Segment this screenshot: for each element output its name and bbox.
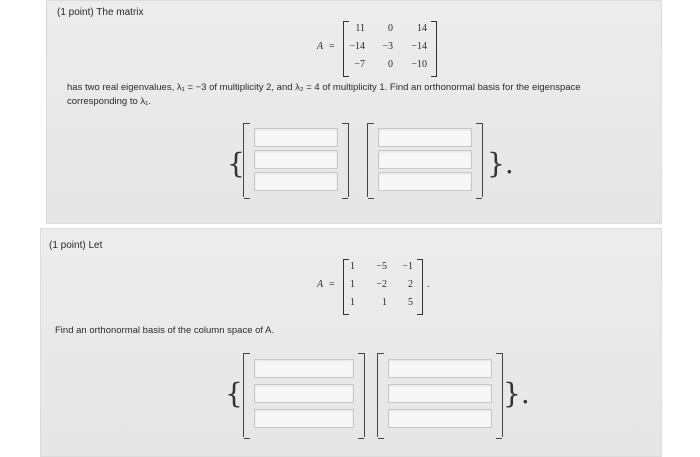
open-brace: { bbox=[225, 377, 243, 410]
matrix-cell: −7 bbox=[354, 59, 365, 70]
matrix-cell: 5 bbox=[408, 297, 413, 308]
answer-vector-1 bbox=[243, 353, 365, 437]
open-brace: { bbox=[227, 147, 245, 180]
matrix-a-1 bbox=[317, 21, 447, 77]
right-bracket bbox=[417, 259, 423, 315]
answer-field[interactable] bbox=[254, 359, 354, 378]
matrix-cell: 2 bbox=[408, 279, 413, 290]
answer-field[interactable] bbox=[254, 150, 338, 169]
matrix-cell: −5 bbox=[376, 261, 387, 272]
matrix-cell: 0 bbox=[388, 59, 393, 70]
answer-vector-2 bbox=[377, 353, 503, 437]
matrix-name: A bbox=[317, 41, 324, 52]
matrix-cell: −2 bbox=[376, 279, 387, 290]
matrix-cell: 11 bbox=[355, 23, 365, 34]
problem-1-header: (1 point) The matrix bbox=[57, 7, 144, 18]
matrix-cell: 14 bbox=[417, 23, 427, 34]
answer-field[interactable] bbox=[388, 359, 492, 378]
problem-2-panel bbox=[40, 228, 662, 457]
answer-field[interactable] bbox=[378, 150, 472, 169]
problem-1-statement: has two real eigenvalues, λ₁ = −3 of multiplicity 2, and λ₂ = 4 of multiplicity 1. Find an orthonormal basis for the eigenspace bbox=[67, 82, 581, 93]
problem-2-statement: Find an orthonormal basis of the column space of A. bbox=[55, 325, 275, 336]
answer-field[interactable] bbox=[254, 384, 354, 403]
equals-sign: = bbox=[329, 41, 335, 52]
matrix-cell: 1 bbox=[382, 297, 387, 308]
period: . bbox=[427, 279, 430, 290]
answer-vector-2 bbox=[367, 123, 483, 197]
equals-sign: = bbox=[329, 279, 335, 290]
matrix-cell: −14 bbox=[349, 41, 365, 52]
problem-2-header: (1 point) Let bbox=[49, 240, 103, 251]
answer-field[interactable] bbox=[254, 128, 338, 147]
matrix-cell: 1 bbox=[350, 297, 355, 308]
problem-1-statement-cont: corresponding to λ₁. bbox=[67, 96, 152, 107]
answer-field[interactable] bbox=[254, 172, 338, 191]
right-bracket bbox=[431, 21, 437, 77]
matrix-cell: −10 bbox=[411, 59, 427, 70]
matrix-cell: −14 bbox=[411, 41, 427, 52]
answer-field[interactable] bbox=[254, 409, 354, 428]
close-brace: }. bbox=[487, 147, 514, 180]
matrix-cell: 1 bbox=[350, 279, 355, 290]
matrix-cell: −1 bbox=[402, 261, 413, 272]
matrix-cell: −3 bbox=[382, 41, 393, 52]
matrix-name: A bbox=[317, 279, 324, 290]
close-brace: }. bbox=[503, 377, 530, 410]
matrix-cell: 1 bbox=[350, 261, 355, 272]
matrix-cell: 0 bbox=[388, 23, 393, 34]
problem-1-panel bbox=[46, 0, 662, 224]
answer-field[interactable] bbox=[388, 409, 492, 428]
answer-field[interactable] bbox=[388, 384, 492, 403]
answer-field[interactable] bbox=[378, 128, 472, 147]
answer-field[interactable] bbox=[378, 172, 472, 191]
answer-vector-1 bbox=[243, 123, 349, 197]
matrix-a-2 bbox=[317, 259, 447, 315]
